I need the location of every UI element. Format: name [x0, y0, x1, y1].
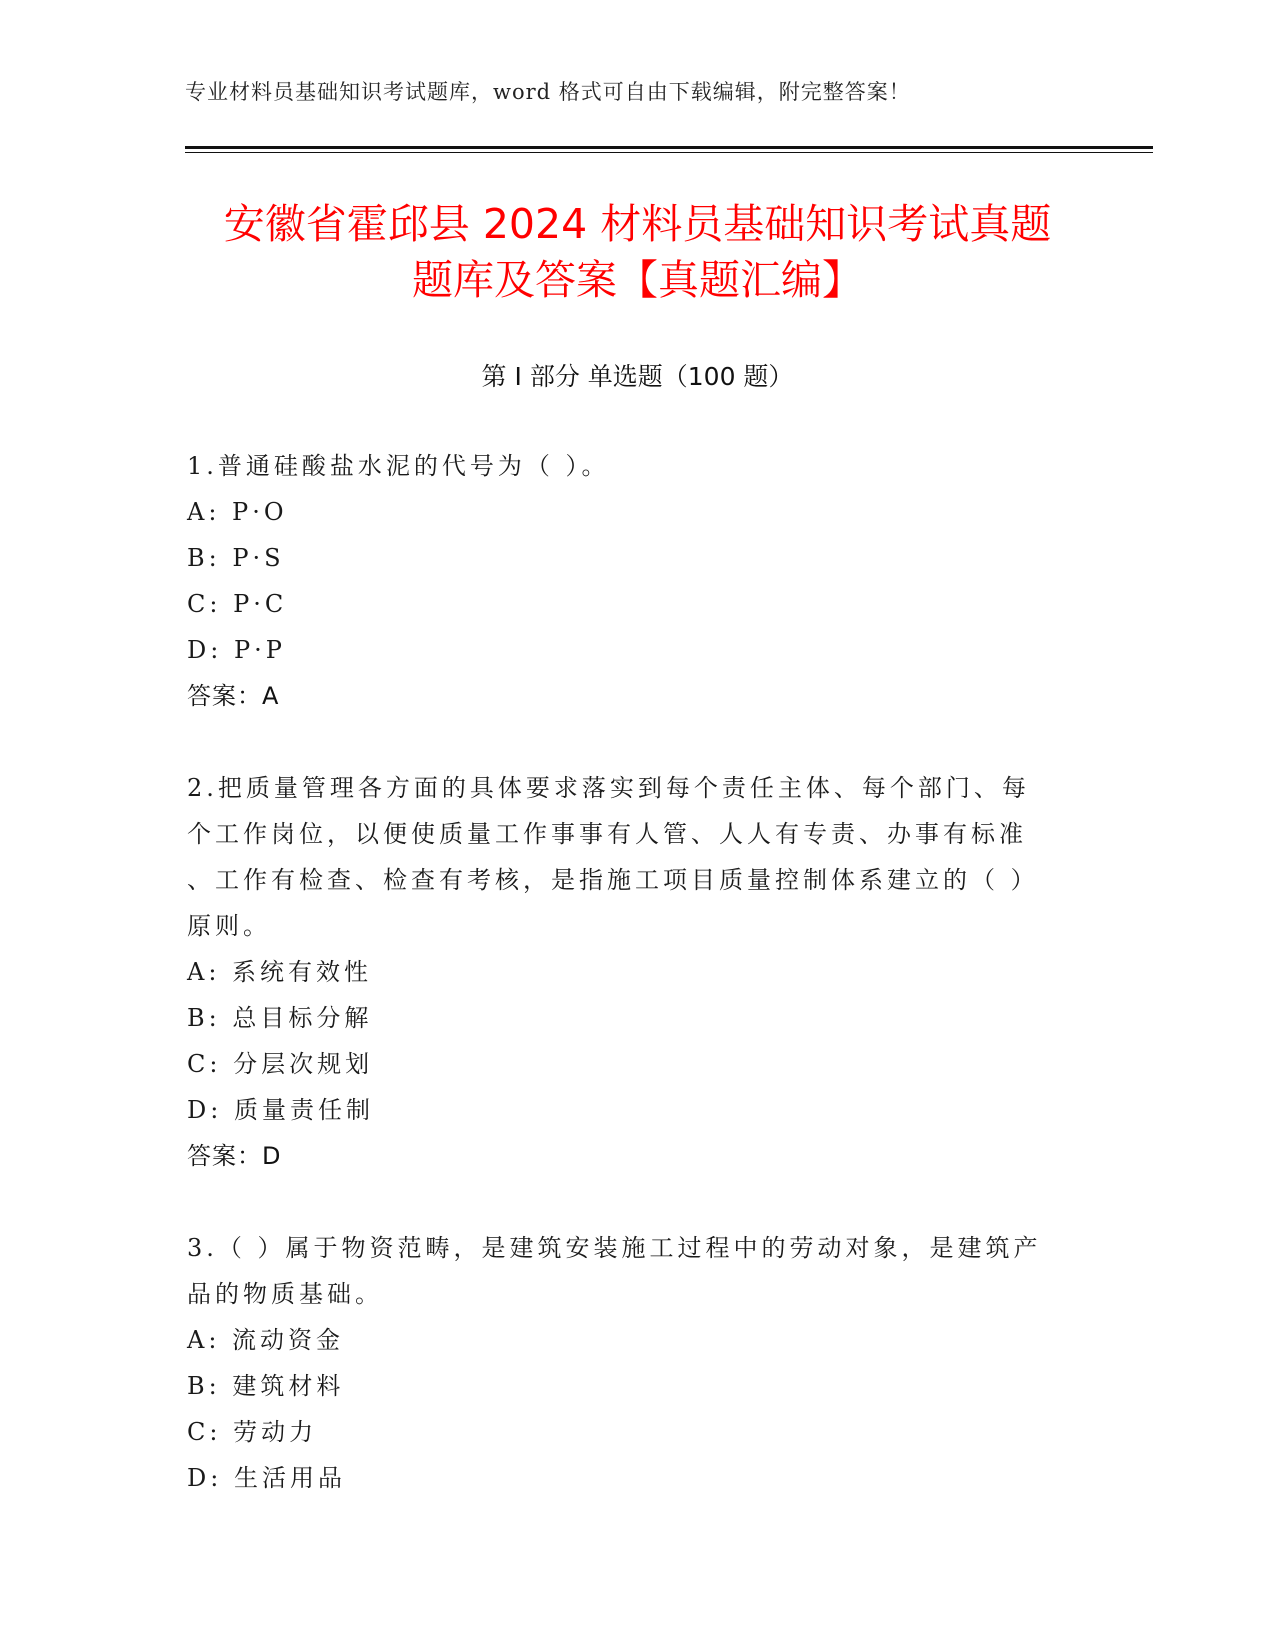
question-stem-line: 品的物质基础。 [187, 1280, 383, 1308]
question-list [187, 443, 1067, 1501]
header-rule-thick [185, 146, 1153, 149]
option-c: C: P·C [187, 590, 288, 618]
option-a: A: P·O [187, 498, 288, 526]
option-d: D: P·P [187, 636, 286, 664]
option-c: C: 分层次规划 [187, 1050, 374, 1078]
question-stem-line: 个工作岗位，以便使质量工作事事有人管、人人有专责、办事有标准 [187, 820, 1027, 848]
header-rule-thin [185, 152, 1153, 153]
option-b: B: 总目标分解 [187, 1004, 373, 1032]
option-a: A: 系统有效性 [187, 958, 373, 986]
answer: 答案：D [187, 1142, 282, 1170]
question-3 [187, 1225, 1067, 1501]
section-heading: 第 I 部分 单选题（100 题） [481, 362, 794, 391]
option-b: B: 建筑材料 [187, 1372, 345, 1400]
answer: 答案：A [187, 682, 280, 710]
question-1 [187, 443, 1067, 719]
question-stem-line: 原则。 [187, 912, 271, 940]
question-stem: 1.普通硅酸盐水泥的代号为（ ）。 [187, 452, 610, 480]
question-stem-line: 、工作有检查、检查有考核，是指施工项目质量控制体系建立的（ ） [187, 866, 1039, 894]
title-line-2: 题库及答案【真题汇编】 [412, 256, 863, 304]
document-title [150, 196, 1125, 308]
question-stem-line: 2.把质量管理各方面的具体要求落实到每个责任主体、每个部门、每 [187, 774, 1030, 802]
option-a: A: 流动资金 [187, 1326, 345, 1354]
option-b: B: P·S [187, 544, 285, 572]
spacer [187, 1179, 1067, 1225]
question-2 [187, 765, 1067, 1179]
page-header: 专业材料员基础知识考试题库，word 格式可自由下载编辑，附完整答案！ [185, 80, 911, 104]
option-d: D: 生活用品 [187, 1464, 346, 1492]
title-line-1: 安徽省霍邱县 2024 材料员基础知识考试真题 [223, 200, 1052, 248]
question-stem-line: 3.（ ）属于物资范畴，是建筑安装施工过程中的劳动对象，是建筑产 [187, 1234, 1042, 1262]
option-c: C: 劳动力 [187, 1418, 318, 1446]
option-d: D: 质量责任制 [187, 1096, 374, 1124]
spacer [187, 719, 1067, 765]
